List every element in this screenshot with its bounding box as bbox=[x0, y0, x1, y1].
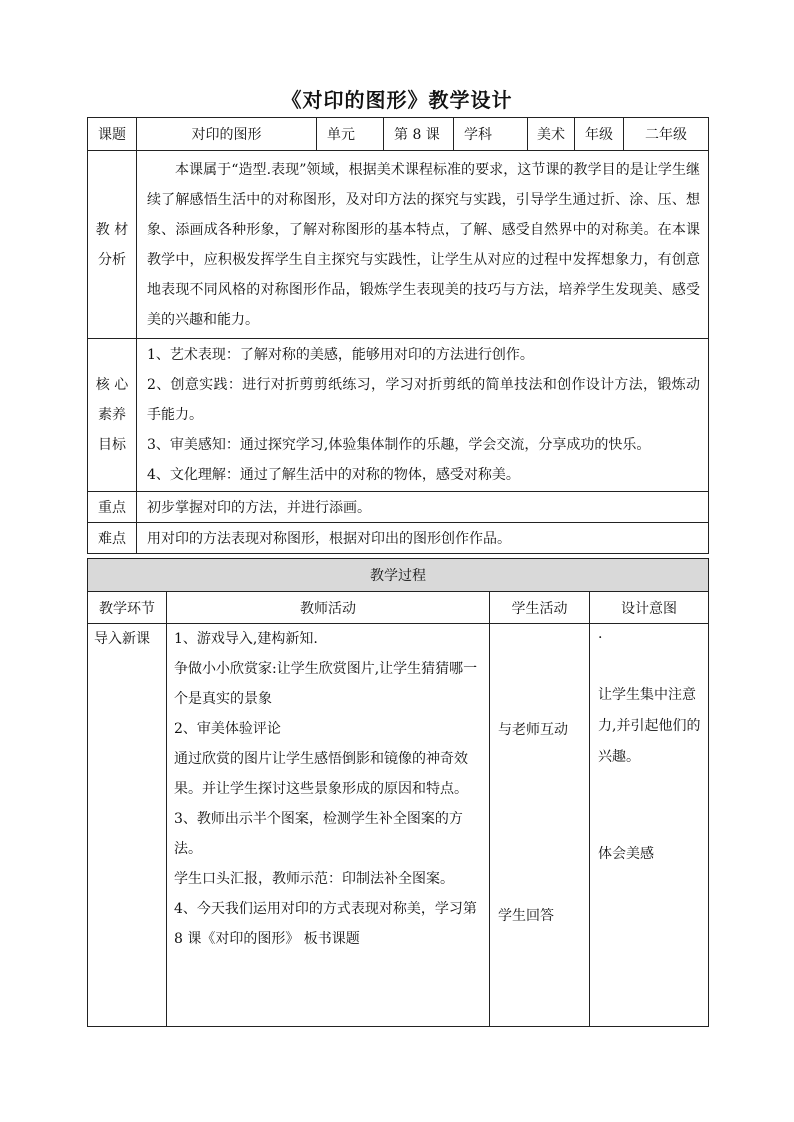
teacher-line: 通过欣赏的图片让学生感悟倒影和镜像的神奇效果。并让学生探讨这些景象形成的原因和特点。 bbox=[174, 751, 468, 797]
document-title: 《对印的图形》教学设计 bbox=[281, 88, 513, 112]
difficulty-label: 难点 bbox=[88, 523, 137, 554]
teacher-line: 学生口头汇报，教师示范：印制法补全图案。 bbox=[174, 871, 454, 887]
core-goal-item: 3、审美感知：通过探究学习,体验集体制作的乐趣，学会交流，分享成功的快乐。 bbox=[147, 437, 651, 453]
core-label-line3: 目标 bbox=[98, 437, 126, 453]
teacher-activity-cell bbox=[167, 624, 490, 1027]
grade-value: 二年级 bbox=[624, 118, 709, 151]
label-unit: 单元 bbox=[317, 118, 384, 151]
student-activity-1: 与老师互动 bbox=[498, 722, 568, 738]
topic-value: 对印的图形 bbox=[137, 118, 317, 151]
label-subject: 学科 bbox=[454, 118, 528, 151]
teacher-line: 争做小小欣赏家:让学生欣赏图片,让学生猜猜哪一个是真实的景象 bbox=[174, 661, 478, 707]
design-intent-2: 体会美感 bbox=[598, 846, 654, 862]
intent-dot: . bbox=[598, 626, 603, 642]
unit-value: 第 8 课 bbox=[384, 118, 454, 151]
difficulty-text: 用对印的方法表现对称图形，根据对印出的图形创作作品。 bbox=[137, 523, 709, 554]
core-label-line1: 核 心 bbox=[95, 377, 129, 393]
teacher-line: 4、今天我们运用对印的方式表现对称美，学习第 8 课《对印的图形》 板书课题 bbox=[174, 901, 477, 947]
material-label-line2: 分析 bbox=[98, 251, 126, 268]
design-intent-cell bbox=[590, 624, 709, 1027]
subject-value: 美术 bbox=[528, 118, 575, 151]
teacher-line: 2、审美体验评论 bbox=[174, 721, 281, 737]
student-activity-2: 学生回答 bbox=[498, 908, 554, 924]
header-stage: 教学环节 bbox=[88, 592, 167, 624]
core-goals-label bbox=[88, 339, 137, 492]
key-point-label: 重点 bbox=[88, 492, 137, 523]
info-table bbox=[87, 117, 709, 554]
material-analysis-label bbox=[88, 151, 137, 339]
material-analysis-text-cell bbox=[137, 151, 709, 339]
core-goals-list bbox=[137, 339, 709, 492]
stage-cell bbox=[88, 624, 167, 1027]
process-section-title: 教学过程 bbox=[88, 559, 709, 592]
design-intent-1: 让学生集中注意力,并引起他们的兴趣。 bbox=[598, 687, 701, 765]
header-design-intent: 设计意图 bbox=[590, 592, 709, 624]
student-activity-cell bbox=[490, 624, 590, 1027]
teacher-line: 3、教师出示半个图案，检测学生补全图案的方法。 bbox=[174, 811, 463, 857]
key-point-text: 初步掌握对印的方法，并进行添画。 bbox=[137, 492, 709, 523]
core-goal-item: 2、创意实践：进行对折剪剪纸练习，学习对折剪纸的简单技法和创作设计方法，锻炼动手能力。 bbox=[147, 377, 700, 423]
material-label-line1: 教 材 bbox=[95, 221, 129, 238]
teacher-line: 1、游戏导入,建构新知. bbox=[174, 631, 318, 647]
header-teacher-activity: 教师活动 bbox=[167, 592, 490, 624]
stage-label: 导入新课 bbox=[94, 631, 150, 647]
label-grade: 年级 bbox=[575, 118, 624, 151]
core-goal-item: 1、艺术表现：了解对称的美感，能够用对印的方法进行创作。 bbox=[147, 347, 534, 363]
process-table bbox=[87, 558, 709, 1027]
core-goal-item: 4、文化理解：通过了解生活中的对称的物体，感受对称美。 bbox=[147, 467, 520, 483]
core-label-line2: 素养 bbox=[98, 407, 126, 423]
material-analysis-text: 本课属于“造型.表现”领域，根据美术课程标准的要求，这节课的教学目的是让学生继续了解感悟生活中的对称图形，及对印方法的探究与实践，引导学生通过折、涂、压、想象、添画成各种形象，了解对称图形的基本特点，了解、感受自然界中的对称美。在本课教学中，应积极发挥学生自主探究与实践性，让学生从对应的过程中发挥想象力，有创意地表现不同风格的对称图形作品，锻炼学生表现美的技巧与方法，培养学生发现美、感受美的兴趣和能力。 bbox=[147, 161, 700, 328]
header-student-activity: 学生活动 bbox=[490, 592, 590, 624]
label-topic: 课题 bbox=[88, 118, 137, 151]
